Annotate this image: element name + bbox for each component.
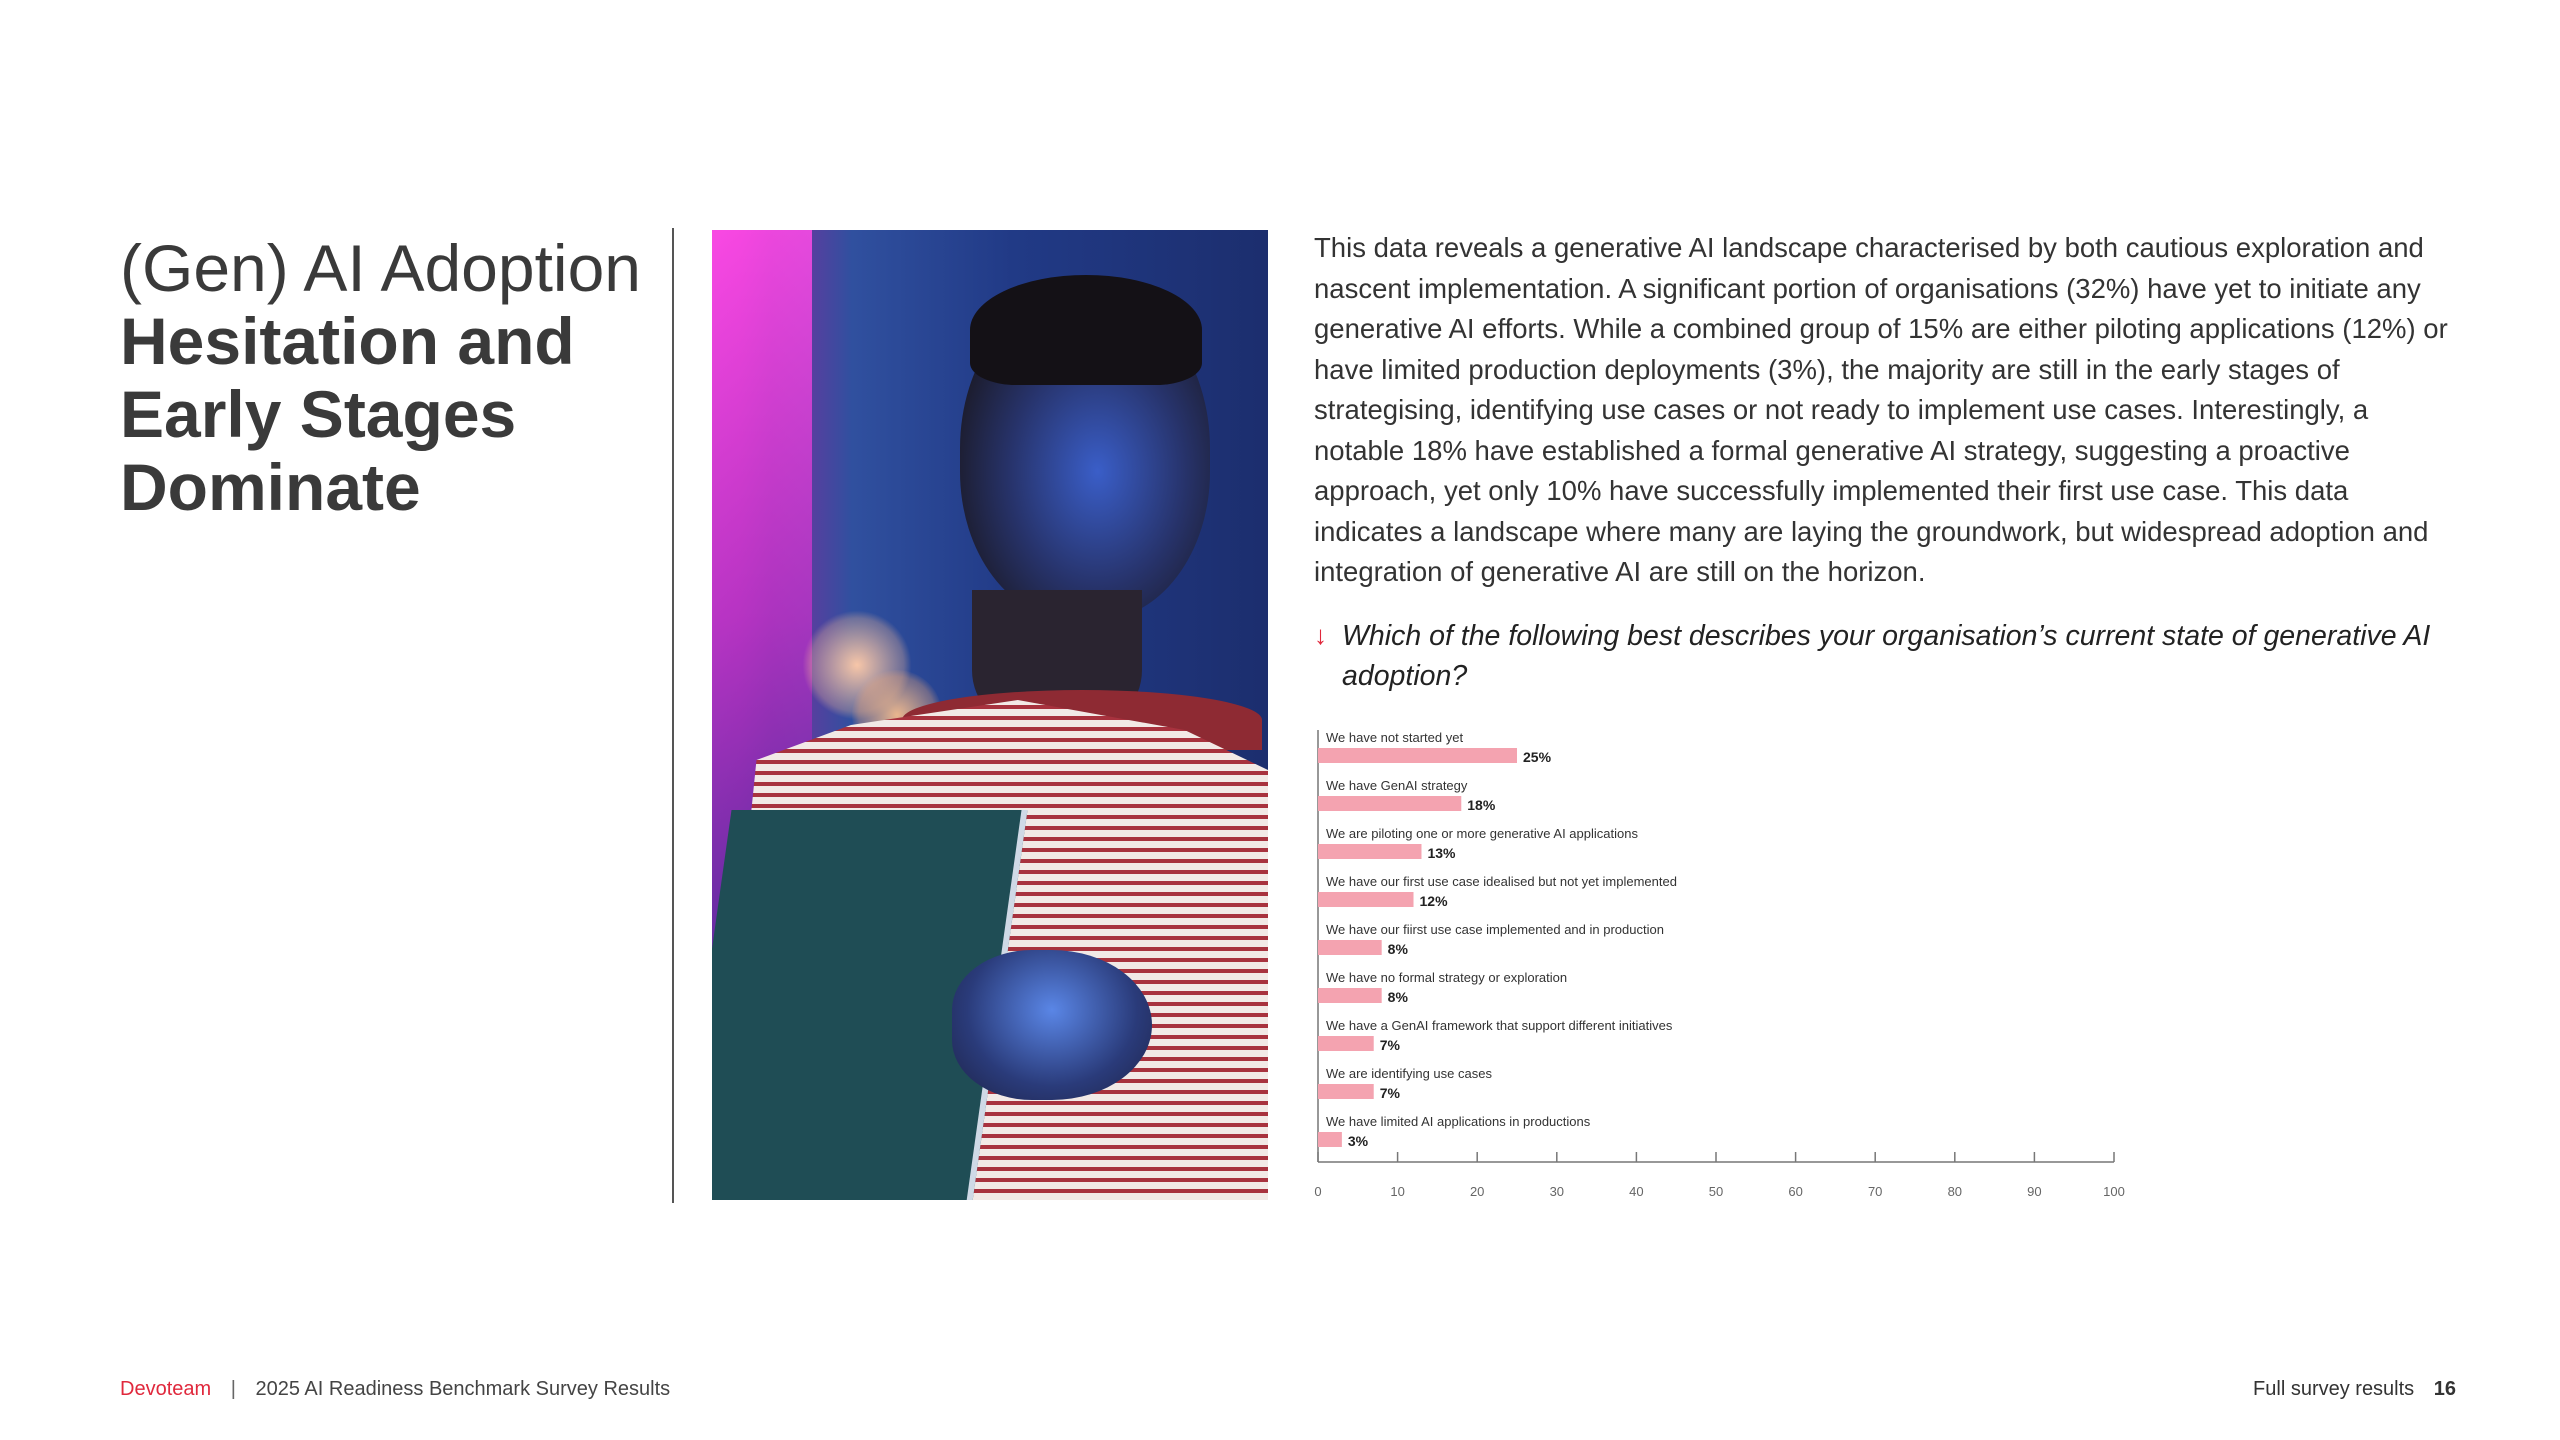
bar bbox=[1318, 1132, 1342, 1147]
x-tick-label: 90 bbox=[2027, 1184, 2042, 1199]
bar bbox=[1318, 1084, 1374, 1099]
data-label: 7% bbox=[1379, 1085, 1400, 1101]
body-paragraph: This data reveals a generative AI landscape characterised by both cautious exploration and nascent implementation. A significant portion of organisations (32%) have yet to initiate any generative AI efforts. While a combined group of 15% are either piloting applications (12%) or have limited production deployments (3%), the majority are still in the early stages of strategising, identifying use cases or not ready to implement use cases. Interestingly, a notable 18% have established a formal generative AI strategy, suggesting a proactive approach, yet only 10% have successfully implemented their first use case. This data indicates a landscape where many are laying the groundwork, but widespread adoption and integration of generative AI are still on the horizon. bbox=[1314, 232, 2448, 587]
report-title: 2025 AI Readiness Benchmark Survey Results bbox=[255, 1378, 671, 1400]
data-label: 13% bbox=[1427, 845, 1456, 861]
data-label: 18% bbox=[1467, 797, 1496, 813]
category-label: We are piloting one or more generative AI applications bbox=[1326, 826, 1638, 841]
category-label: We have GenAI strategy bbox=[1326, 778, 1468, 793]
category-label: We have our first use case idealised but not yet implemented bbox=[1326, 874, 1677, 889]
bar bbox=[1318, 940, 1382, 955]
x-tick-label: 70 bbox=[1867, 1184, 1883, 1199]
title-line-2: Hesitation and bbox=[120, 304, 575, 378]
x-tick-label: 60 bbox=[1788, 1184, 1803, 1199]
person-hair bbox=[970, 275, 1202, 385]
title-line-1: (Gen) AI Adoption bbox=[120, 231, 642, 305]
x-tick-label: 50 bbox=[1708, 1184, 1724, 1199]
bar bbox=[1318, 988, 1382, 1003]
adoption-bar-chart bbox=[1300, 720, 2160, 1220]
section-label: Full survey results bbox=[2253, 1378, 2415, 1400]
x-tick-label: 20 bbox=[1469, 1184, 1485, 1199]
person-hand bbox=[952, 950, 1152, 1100]
category-label: We have our fiirst use case implemented and in production bbox=[1326, 922, 1664, 937]
page-number: 16 bbox=[2433, 1378, 2456, 1400]
category-label: We are identifying use cases bbox=[1326, 1066, 1492, 1081]
bar bbox=[1318, 748, 1517, 763]
category-label: We have no formal strategy or exploration bbox=[1326, 970, 1568, 985]
page-title bbox=[120, 232, 660, 524]
footer-left bbox=[120, 1378, 670, 1401]
bar bbox=[1318, 844, 1421, 859]
x-tick-label: 40 bbox=[1629, 1184, 1644, 1199]
bar bbox=[1318, 1036, 1374, 1051]
survey-question bbox=[1314, 616, 2454, 696]
title-line-4: Dominate bbox=[120, 450, 421, 524]
x-tick-label: 0 bbox=[1314, 1184, 1322, 1199]
x-tick-label: 30 bbox=[1549, 1184, 1565, 1199]
footer-right bbox=[2253, 1378, 2456, 1401]
bar bbox=[1318, 892, 1414, 907]
x-tick-label: 10 bbox=[1390, 1184, 1405, 1199]
brand-name: Devoteam bbox=[120, 1378, 212, 1400]
data-label: 25% bbox=[1523, 749, 1552, 765]
bar bbox=[1318, 796, 1461, 811]
question-text: Which of the following best describes your organisation’s current state of generative AI adoption? bbox=[1342, 620, 2431, 692]
category-label: We have limited AI applications in productions bbox=[1326, 1114, 1591, 1129]
divider-line bbox=[672, 228, 674, 1203]
data-label: 8% bbox=[1387, 989, 1408, 1005]
data-label: 12% bbox=[1419, 893, 1448, 909]
x-tick-label: 80 bbox=[1947, 1184, 1963, 1199]
footer-separator: | bbox=[230, 1378, 236, 1400]
category-label: We have not started yet bbox=[1326, 730, 1464, 745]
title-line-3: Early Stages bbox=[120, 377, 517, 451]
data-label: 8% bbox=[1387, 941, 1408, 957]
hero-photo bbox=[712, 230, 1268, 1200]
data-label: 7% bbox=[1379, 1037, 1400, 1053]
x-tick-label: 100 bbox=[2103, 1184, 2125, 1199]
arrow-down-icon: ↓ bbox=[1314, 620, 1327, 650]
data-label: 3% bbox=[1347, 1133, 1369, 1149]
category-label: We have a GenAI framework that support different initiatives bbox=[1326, 1018, 1673, 1033]
